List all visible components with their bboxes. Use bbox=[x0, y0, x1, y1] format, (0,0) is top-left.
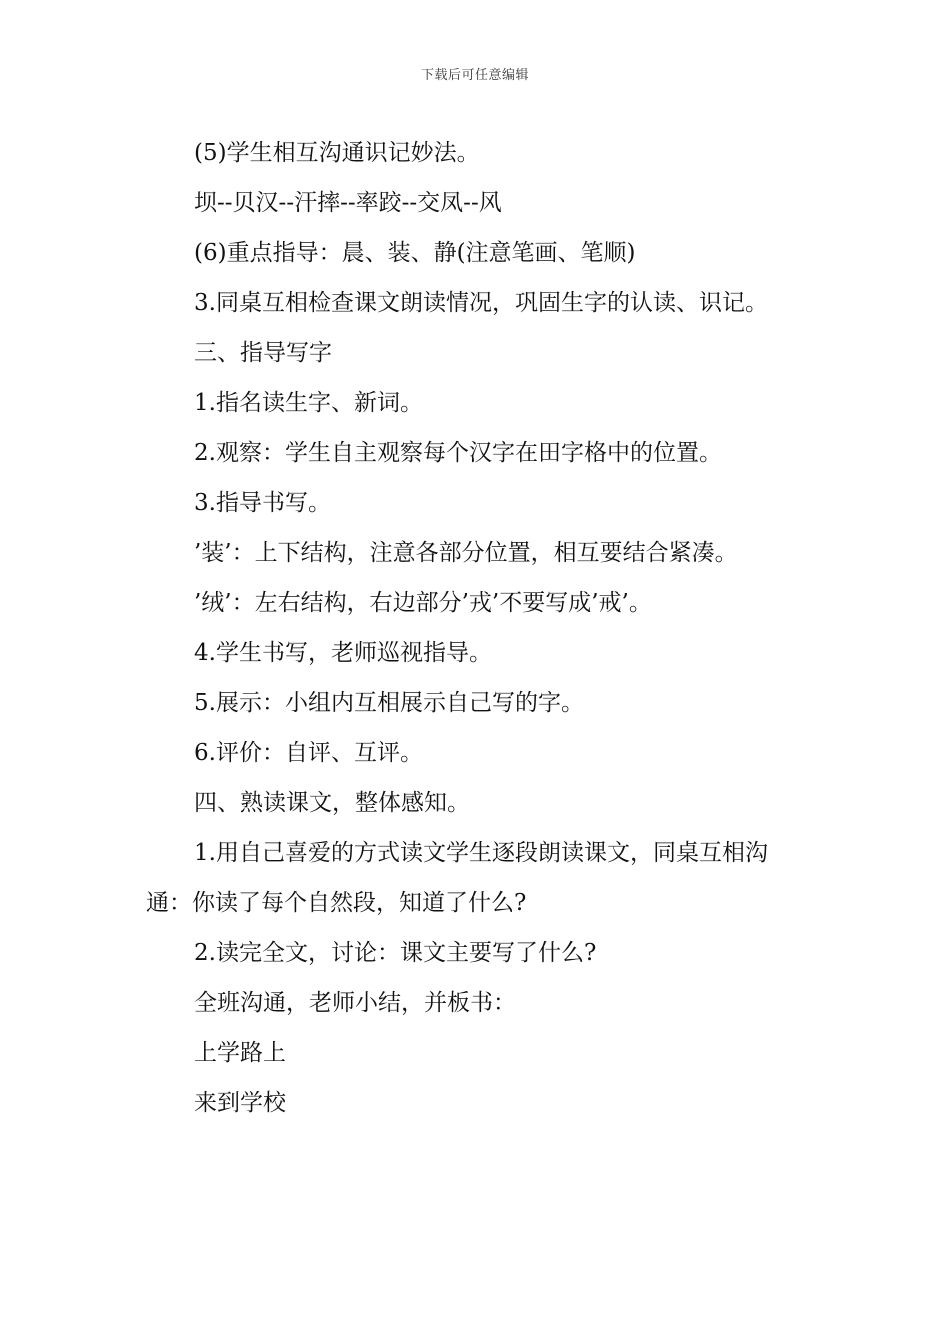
paragraph: 来到学校 bbox=[194, 1090, 286, 1116]
paragraph: 1.用自己喜爱的方式读文学生逐段朗读课文，同桌互相沟通：你读了每个自然段，知道了什么? bbox=[146, 840, 768, 916]
paragraph: 2.观察：学生自主观察每个汉字在田字格中的位置。 bbox=[194, 440, 722, 466]
page-header: 下载后可任意编辑 bbox=[420, 68, 529, 83]
section-heading: 三、指导写字 bbox=[194, 340, 332, 366]
paragraph: 4.学生书写，老师巡视指导。 bbox=[194, 640, 492, 666]
paragraph: 全班沟通，老师小结，并板书： bbox=[194, 990, 516, 1016]
paragraph: 坝--贝汉--汗摔--率跤--交凤--风 bbox=[194, 190, 502, 216]
paragraph: 5.展示：小组内互相展示自己写的字。 bbox=[194, 690, 584, 716]
paragraph: (5)学生相互沟通识记妙法。 bbox=[194, 140, 480, 166]
paragraph: 3.同桌互相检查课文朗读情况，巩固生字的认读、识记。 bbox=[194, 290, 768, 316]
paragraph: 6.评价：自评、互评。 bbox=[194, 740, 423, 766]
paragraph: 3.指导书写。 bbox=[194, 490, 331, 516]
paragraph: 上学路上 bbox=[194, 1040, 286, 1066]
paragraph: ’绒’：左右结构，右边部分’戎’不要写成’戒’。 bbox=[194, 590, 652, 616]
paragraph: ’装’：上下结构，注意各部分位置，相互要结合紧凑。 bbox=[194, 540, 738, 566]
section-heading: 四、熟读课文，整体感知。 bbox=[194, 790, 470, 816]
paragraph: 2.读完全文，讨论：课文主要写了什么? bbox=[194, 940, 597, 966]
paragraph: (6)重点指导：晨、装、静(注意笔画、笔顺) bbox=[194, 240, 636, 266]
paragraph: 1.指名读生字、新词。 bbox=[194, 390, 423, 416]
document-body bbox=[146, 128, 810, 1128]
